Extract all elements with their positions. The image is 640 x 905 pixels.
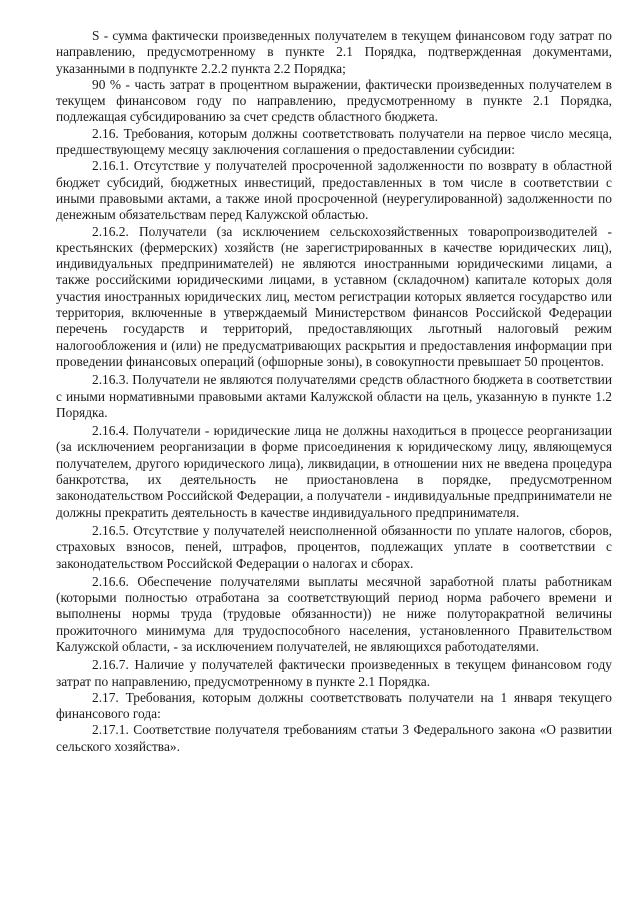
paragraph-2-16-2: 2.16.2. Получатели (за исключением сельскохозяйственных товаропроизводителей - крестьянских (фермерских) хозяйств (не зарегистрированных в качестве юридических лиц), индивидуальных предпринимателей) не являются иностранными юридическими лицами, а также российскими юридическими лицами, в уставном (складочном) капитале которых доля участия иностранных юридических лиц, местом регистрации которых является государство или территория, включенные в утверждаемый Министерством финансов Российской Федерации перечень государств и территорий, предоставляющих льготный налоговый режим налогообложения и (или) не предусматривающих раскрытия и предоставления информации при проведении финансовых операций (офшорные зоны), в совокупности превышает 50 процентов. [56, 223, 612, 369]
paragraph-2-16-5: 2.16.5. Отсутствие у получателей неисполненной обязанности по уплате налогов, сборов, страховых взносов, пеней, штрафов, процентов, подлежащих уплате в соответствии с законодательством Российской Федерации о налогах и сборах. [56, 522, 612, 571]
paragraph-2-16-7: 2.16.7. Наличие у получателей фактически произведенных в текущем финансовом году затрат по направлению, предусмотренному в пункте 2.1 Порядка. [56, 657, 612, 689]
paragraph-2-16-1: 2.16.1. Отсутствие у получателей просроченной задолженности по возврату в областной бюджет субсидий, бюджетных инвестиций, предоставленных в том числе в соответствии с иными правовыми актами, а также иной просроченной (неурегулированной) задолженности по денежным обязательствам перед Калужской областью. [56, 158, 612, 223]
paragraph-s-definition: S - сумма фактически произведенных получателем в текущем финансовом году затрат по направлению, предусмотренному в пункте 2.1 Порядка, подтвержденная документами, указанными в подпункте 2.2.2 пункта 2.2 Порядка; [56, 28, 612, 76]
paragraph-2-17-1: 2.17.1. Соответствие получателя требованиям статьи 3 Федерального закона «О развитии сельского хозяйства». [56, 722, 612, 754]
paragraph-2-17: 2.17. Требования, которым должны соответствовать получатели на 1 января текущего финансового года: [56, 689, 612, 722]
paragraph-2-16-3: 2.16.3. Получатели не являются получателями средств областного бюджета в соответствии с иными нормативными правовыми актами Калужской области на цель, указанную в пункте 1.2 Порядка. [56, 372, 612, 420]
paragraph-2-16: 2.16. Требования, которым должны соответствовать получатели на первое число месяца, предшествующему месяцу заключения соглашения о предоставлении субсидии: [56, 125, 612, 158]
paragraph-2-16-6: 2.16.6. Обеспечение получателями выплаты месячной заработной платы работникам (которыми полностью отработана за соответствующий период норма рабочего времени и выполнены нормы труда (трудовые обязанности)) не ниже полуторакратной величины прожиточного минимума для трудоспособного населения, установленного Правительством Калужской области, - за исключением получателей, не являющихся работодателями. [56, 573, 612, 654]
paragraph-2-16-4: 2.16.4. Получатели - юридические лица не должны находиться в процессе реорганизации (за исключением реорганизации в форме присоединения к юридическому лицу, являющемуся получателем, другого юридического лица), ликвидации, в отношении них не введена процедура банкротства, их деятельность не приостановлена в порядке, предусмотренном законодательством Российской Федерации, а получатели - индивидуальные предприниматели не должны прекратить деятельность в качестве индивидуального предпринимателя. [56, 423, 612, 520]
document-page [56, 28, 612, 755]
paragraph-90-percent-definition: 90 % - часть затрат в процентном выражении, фактически произведенных получателем в текущем финансовом году по направлению, предусмотренному в пункте 2.1 Порядка, подлежащая субсидированию за счет средств областного бюджета. [56, 76, 612, 125]
